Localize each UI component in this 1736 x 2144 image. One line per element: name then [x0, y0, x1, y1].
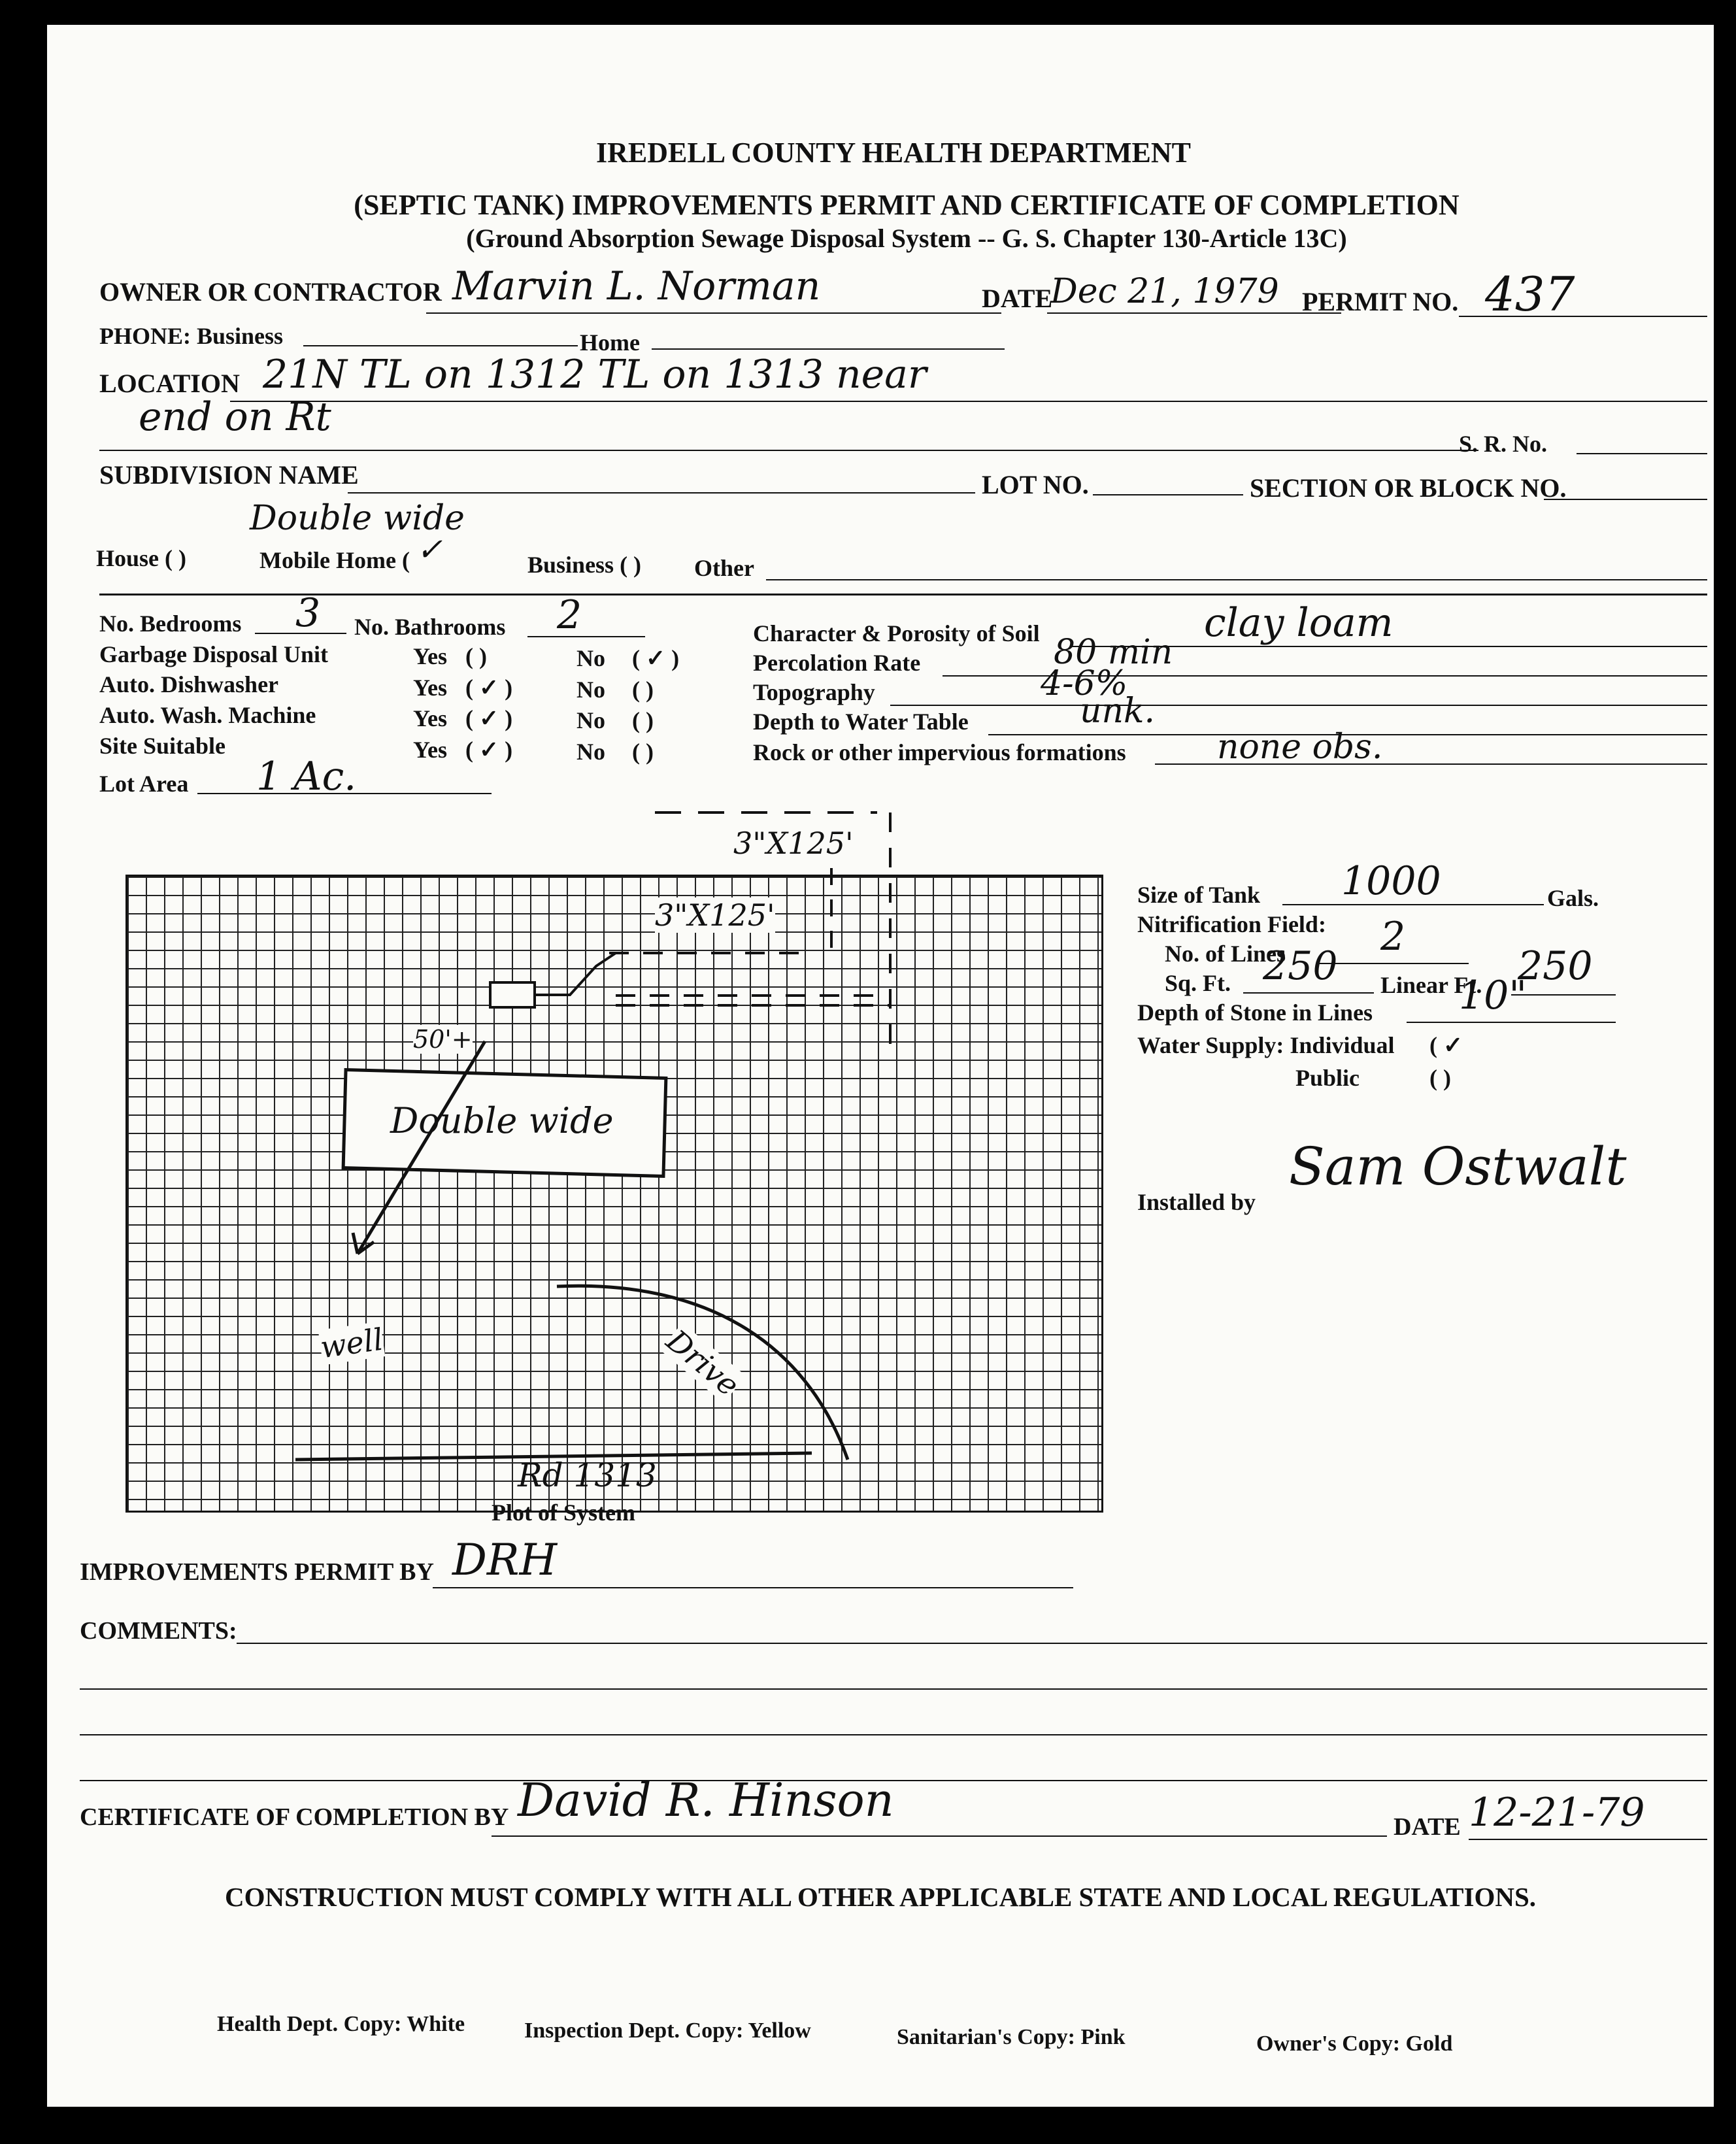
sqft-line: [1243, 992, 1374, 994]
tank-size-line: [1282, 904, 1544, 905]
plot-label-lines1: 3"X125': [733, 826, 854, 861]
percolation-label: Percolation Rate: [753, 650, 921, 676]
water-table-label: Depth to Water Table: [753, 709, 969, 735]
copy-health: Health Dept. Copy: White: [217, 2012, 465, 2036]
home-type-annotation: Double wide: [250, 499, 465, 538]
topography-value: 4-6%: [1041, 664, 1128, 703]
tank-size-label: Size of Tank: [1137, 882, 1261, 908]
tank-box: [490, 982, 535, 1007]
installed-by-signature: Sam Ostwalt: [1289, 1136, 1627, 1197]
field-lines: [609, 953, 890, 1005]
tank-size-value: 1000: [1341, 858, 1441, 904]
copy-owner: Owner's Copy: Gold: [1256, 2032, 1453, 2056]
appliance-no-washer: No: [576, 707, 605, 733]
other-option: Other: [694, 555, 754, 581]
permit-by-label: IMPROVEMENTS PERMIT BY: [80, 1558, 434, 1586]
appliance-yes-washer: Yes: [413, 705, 447, 731]
section-block-label: SECTION OR BLOCK NO.: [1250, 473, 1567, 503]
appliance-yes-dishwasher: Yes: [413, 675, 447, 701]
nitrification-label: Nitrification Field:: [1137, 911, 1326, 937]
comments-line-1: [237, 1643, 1707, 1644]
plot-label-home: Double wide: [390, 1100, 614, 1141]
installed-by-label: Installed by: [1137, 1189, 1256, 1215]
plot-caption: Plot of System: [492, 1499, 635, 1526]
form-subtitle: (Ground Absorption Sewage Disposal System -- G. S. Chapter 130-Article 13C): [466, 224, 1347, 253]
permit-no-label: PERMIT NO.: [1302, 287, 1459, 316]
certificate-date-value: 12-21-79: [1469, 1790, 1645, 1835]
appliance-no-garbage: No: [576, 645, 605, 671]
certificate-label: CERTIFICATE OF COMPLETION BY: [80, 1803, 509, 1831]
location-line2: end on Rt: [139, 394, 331, 440]
appliance-label-dishwasher: Auto. Dishwasher: [99, 671, 279, 697]
plot-label-well: well: [318, 1321, 386, 1365]
appliance-yes-mark-washer: ( ✓ ): [465, 705, 513, 731]
water-supply-label: Water Supply: Individual: [1137, 1032, 1395, 1058]
comments-line-2: [80, 1688, 1707, 1690]
permit-no-value: 437: [1485, 267, 1575, 322]
date-label: DATE: [982, 284, 1053, 313]
appliance-label-garbage: Garbage Disposal Unit: [99, 641, 329, 667]
lines-count-line: [1318, 963, 1469, 964]
linear-ft-line: [1511, 994, 1616, 996]
stone-depth-label: Depth of Stone in Lines: [1137, 999, 1373, 1026]
appliance-no-mark-garbage: ( ✓ ): [632, 645, 680, 671]
location-line1: 21N TL on 1312 TL on 1313 near: [263, 352, 927, 397]
lines-count-label: No. of Lines: [1165, 941, 1286, 967]
stone-depth-value: 10": [1459, 973, 1527, 1018]
plot-label-distance: 50'+: [413, 1025, 473, 1054]
plot-label-road: Rd 1313: [518, 1456, 657, 1494]
appliance-no-site: No: [576, 739, 605, 765]
phone-home-label: Home: [580, 329, 640, 356]
water-public-label: Public: [1295, 1065, 1360, 1091]
bathrooms-label: No. Bathrooms: [354, 614, 506, 640]
tank-outlet: [535, 953, 616, 995]
appliance-yes-mark-dishwasher: ( ✓ ): [465, 675, 513, 701]
bedrooms-value: 3: [295, 590, 321, 636]
compliance-notice: CONSTRUCTION MUST COMPLY WITH ALL OTHER APPLICABLE STATE AND LOCAL REGULATIONS.: [224, 1882, 1537, 1912]
appliance-yes-mark-site: ( ✓ ): [465, 737, 513, 763]
linear-ft-value: 250: [1518, 943, 1593, 989]
plot-label-lines2: 3"X125': [655, 897, 775, 933]
business-option: Business ( ): [527, 552, 642, 578]
subdivision-label: SUBDIVISION NAME: [99, 460, 359, 490]
mobile-home-check: ✓: [416, 531, 443, 568]
rock-value: none obs.: [1217, 728, 1383, 767]
topography-label: Topography: [753, 679, 875, 705]
lot-area-value: 1 Ac.: [256, 754, 357, 799]
copy-inspection: Inspection Dept. Copy: Yellow: [524, 2018, 811, 2043]
appliance-yes-site: Yes: [413, 737, 447, 763]
lines-count-value: 2: [1380, 914, 1406, 960]
appliance-no-mark-washer: ( ): [632, 707, 654, 733]
copy-sanitarian: Sanitarian's Copy: Pink: [897, 2025, 1126, 2049]
appliance-label-site: Site Suitable: [99, 733, 226, 759]
appliance-yes-garbage: Yes: [413, 643, 447, 669]
stone-depth-line: [1407, 1022, 1616, 1023]
mobile-home-option: Mobile Home (: [259, 547, 410, 573]
percolation-value: 80 min: [1054, 633, 1173, 672]
form-title: (SEPTIC TANK) IMPROVEMENTS PERMIT AND CERTIFICATE OF COMPLETION: [354, 189, 1460, 221]
sqft-label: Sq. Ft.: [1165, 970, 1231, 996]
appliance-yes-mark-garbage: ( ): [465, 643, 487, 669]
certificate-signature: David R. Hinson: [518, 1773, 894, 1827]
soil-character-value: clay loam: [1204, 600, 1394, 646]
phone-business-label: PHONE: Business: [99, 323, 284, 349]
permit-by-value: DRH: [452, 1535, 558, 1585]
linear-ft-label: Linear Ft.: [1380, 972, 1482, 998]
appliance-no-mark-site: ( ): [632, 739, 654, 765]
certificate-line: [492, 1835, 1387, 1837]
tank-gals-label: Gals.: [1547, 885, 1599, 911]
permit-by-line: [433, 1587, 1073, 1588]
bathrooms-value: 2: [557, 592, 582, 638]
owner-value: Marvin L. Norman: [452, 263, 821, 309]
appliance-label-washer: Auto. Wash. Machine: [99, 702, 316, 728]
owner-label: OWNER OR CONTRACTOR: [99, 277, 442, 307]
lot-area-label: Lot Area: [99, 771, 189, 797]
lot-no-label: LOT NO.: [982, 470, 1089, 499]
permit-form: [47, 25, 1714, 2107]
plot-label-drive: Drive: [659, 1322, 746, 1403]
comments-line-3: [80, 1734, 1707, 1735]
water-public-mark: ( ): [1429, 1065, 1451, 1091]
sr-no-label: S. R. No.: [1459, 431, 1548, 457]
appliance-no-dishwasher: No: [576, 677, 605, 703]
water-individual-mark: ( ✓: [1429, 1032, 1463, 1058]
date-value: Dec 21, 1979: [1050, 272, 1279, 311]
water-table-value: unk.: [1080, 692, 1156, 731]
appliance-no-mark-dishwasher: ( ): [632, 677, 654, 703]
location-label: LOCATION: [99, 369, 240, 398]
sqft-value: 250: [1263, 943, 1338, 989]
certificate-date-label: DATE: [1394, 1813, 1461, 1841]
bedrooms-label: No. Bedrooms: [99, 611, 242, 637]
soil-character-label: Character & Porosity of Soil: [753, 620, 1040, 646]
rock-label: Rock or other impervious formations: [753, 739, 1126, 765]
house-option: House ( ): [96, 545, 186, 571]
department-title: IREDELL COUNTY HEALTH DEPARTMENT: [596, 137, 1191, 169]
comments-label: COMMENTS:: [80, 1617, 237, 1645]
certificate-date-line: [1469, 1839, 1707, 1840]
